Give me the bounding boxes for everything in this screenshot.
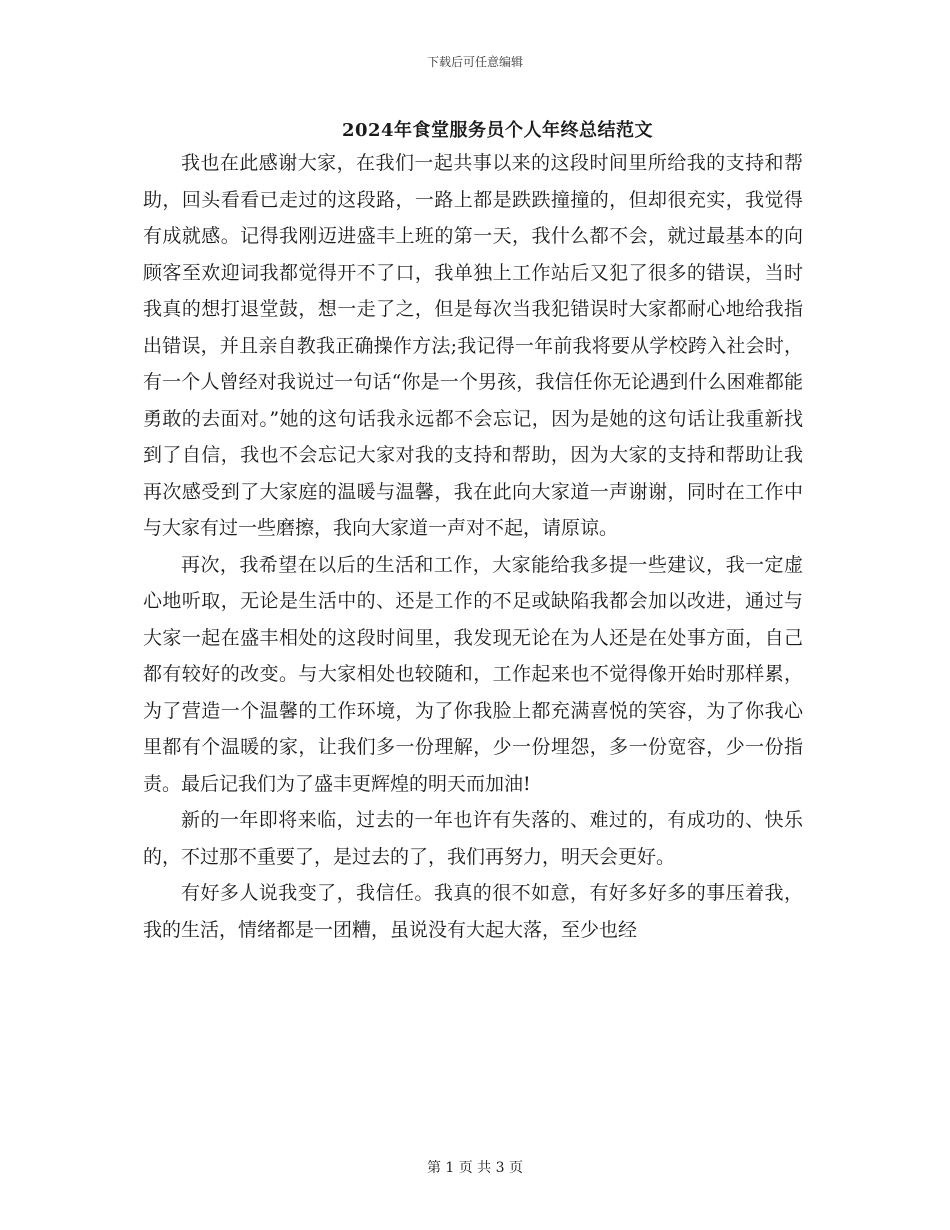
page-number: 第 1 页 共 3 页 (426, 1160, 524, 1176)
paragraph: 新的一年即将来临，过去的一年也许有失落的、难过的，有成功的、快乐的，不过那不重要了，是过去的了，我们再努力，明天会更好。 (143, 809, 803, 868)
document-title: 2024年食堂服务员个人年终总结范文 (341, 120, 654, 141)
header-note: 下载后可任意编辑 (426, 55, 523, 69)
paragraph: 我也在此感谢大家，在我们一起共事以来的这段时间里所给我的支持和帮助，回头看看已走过的这段路，一路上都是跌跌撞撞的，但却很充实，我觉得有成就感。记得我刚迈进盛丰上班的第一天，我什么都不会，就过最基本的向顾客至欢迎词我都觉得开不了口，我单独上工作站后又犯了很多的错误，当时我真的想打退堂鼓，想一走了之，但是每次当我犯错误时大家都耐心地给我指出错误，并且亲自教我正确操作方法;我记得一年前我将要从学校跨入社会时，有一个人曾经对我说过一句话“你是一个男孩，我信任你无论遇到什么困难都能勇敢的去面对。”她的这句话我永远都不会忘记，因为是她的这句话让我重新找到了自信，我也不会忘记大家对我的支持和帮助，因为大家的支持和帮助让我再次感受到了大家庭的温暖与温馨，我在此向大家道一声谢谢，同时在工作中与大家有过一些磨擦，我向大家道一声对不起，请原谅。 (143, 152, 803, 539)
paragraph: 有好多人说我变了，我信任。我真的很不如意，有好多好多的事压着我，我的生活，情绪都是一团糟，虽说没有大起大落，至少也经 (143, 882, 803, 941)
document-body (143, 145, 803, 948)
paragraph: 再次，我希望在以后的生活和工作，大家能给我多提一些建议，我一定虚心地听取，无论是生活中的、还是工作的不足或缺陷我都会加以改进，通过与大家一起在盛丰相处的这段时间里，我发现无论在为人还是在处事方面，自己都有较好的改变。与大家相处也较随和，工作起来也不觉得像开始时那样累，为了营造一个温馨的工作环境，为了你我脸上都充满喜悦的笑容，为了你我心里都有个温暖的家，让我们多一份理解，少一份埋怨，多一份宽容，少一份指责。最后记我们为了盛丰更辉煌的明天而加油! (143, 553, 803, 795)
